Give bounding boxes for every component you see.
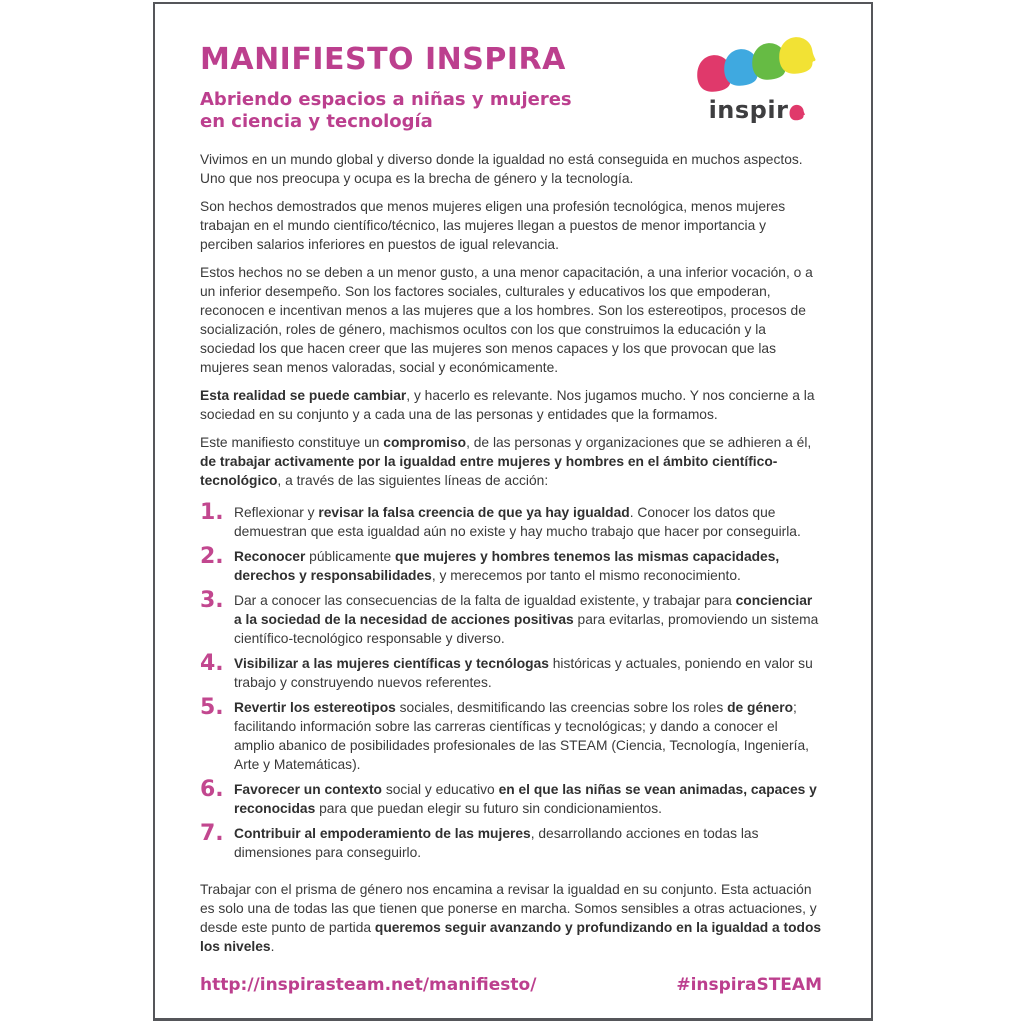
item-text: Dar a conocer las consecuencias de la falta de igualdad existente, y trabajar para concienciar a la sociedad de la necesidad de acciones positivas para evitarlas, promoviendo un sistema científico-tecnológico responsable y diverso. xyxy=(234,592,819,646)
list-item xyxy=(200,543,822,585)
action-lines-list xyxy=(200,499,822,862)
list-item xyxy=(200,650,822,692)
yellow-head-icon xyxy=(779,37,815,74)
item-number: 4. xyxy=(200,650,224,676)
item-number: 7. xyxy=(200,820,224,846)
page-content xyxy=(155,4,871,995)
logo-wordmark-text: inspir xyxy=(708,96,789,124)
inspira-logo xyxy=(696,36,818,122)
page-title: MANIFIESTO INSPIRA xyxy=(200,42,566,77)
item-number: 1. xyxy=(200,499,224,525)
document-page xyxy=(153,2,873,1021)
header xyxy=(200,34,822,134)
list-item xyxy=(200,694,822,774)
item-text: Visibilizar a las mujeres científicas y tecnólogas históricas y actuales, poniendo en valor su trabajo y construyendo nuevos referentes. xyxy=(234,655,813,690)
item-text: Favorecer un contexto social y educativo en el que las niñas se vean animadas, capaces y reconocidas para que puedan elegir su futuro sin condicionamientos. xyxy=(234,781,817,816)
body-text xyxy=(200,150,822,995)
paragraph-2: Son hechos demostrados que menos mujeres eligen una profesión tecnológica, menos mujeres trabajan en el mundo científico/técnico, las mujeres llegan a puestos de menor importancia y perciben salarios inferiores en puestos de igual relevancia. xyxy=(200,198,786,252)
list-item xyxy=(200,499,822,541)
item-number: 2. xyxy=(200,543,224,569)
item-text: Reconocer públicamente que mujeres y hombres tenemos las mismas capacidades, derechos y responsabilidades, y merecemos por tanto el mismo reconocimiento. xyxy=(234,548,780,583)
subtitle-line-1: Abriendo espacios a niñas y mujeres xyxy=(200,88,572,110)
page-subtitle xyxy=(200,89,572,134)
logo-heads-icon xyxy=(696,36,818,94)
hashtag-label: #inspiraSTEAM xyxy=(676,974,822,995)
manifesto-url-link[interactable]: http://inspirasteam.net/manifiesto/ xyxy=(200,974,537,995)
item-number: 5. xyxy=(200,694,224,720)
footer xyxy=(200,976,822,995)
paragraph-1: Vivimos en un mundo global y diverso donde la igualdad no está conseguida en muchos aspectos. Uno que nos preocupa y ocupa es la brecha de género y la tecnología. xyxy=(200,151,803,186)
paragraph-4: Esta realidad se puede cambiar, y hacerlo es relevante. Nos jugamos mucho. Y nos concierne a la sociedad en su conjunto y a cada una de las personas y entidades que la formamos. xyxy=(200,387,815,422)
subtitle-line-2: en ciencia y tecnología xyxy=(200,111,433,132)
item-number: 6. xyxy=(200,776,224,802)
closing-paragraph: Trabajar con el prisma de género nos encamina a revisar la igualdad en su conjunto. Esta actuación es solo una de todas las que tienen que ponerse en marcha. Somos sensibles a otras actuaciones, y desde este punto de partida queremos seguir avanzando y profundizando en la igualdad a todos los niveles. xyxy=(200,881,822,954)
logo-a-blob-icon xyxy=(789,104,805,121)
paragraph-3: Estos hechos no se deben a un menor gusto, a una menor capacitación, a una inferior vocación, o a un inferior desempeño. Son los factores sociales, culturales y educativos los que empoderan, reconocen e incentivan menos a las mujeres que a los hombres. Son los estereotipos, procesos de socialización, roles de género, machismos ocultos con los que construimos la educación y la sociedad los que hacen creer que las mujeres son menos capaces y los que provocan que las mujeres sean menos valoradas, social y económicamente. xyxy=(200,264,813,375)
item-text: Reflexionar y revisar la falsa creencia de que ya hay igualdad. Conocer los datos que demuestran que esta igualdad aún no existe y hay mucho trabajo que hacer por conseguirla. xyxy=(234,504,801,539)
header-titles xyxy=(200,34,572,134)
list-item xyxy=(200,776,822,818)
logo-wordmark xyxy=(709,98,806,122)
list-item xyxy=(200,587,822,648)
item-number: 3. xyxy=(200,587,224,613)
item-text: Revertir los estereotipos sociales, desmitificando las creencias sobre los roles de género; facilitando información sobre las carreras científicas y tecnológicas; y dando a conocer el amplio abanico de posibilidades profesionales de las STEAM (Ciencia, Tecnología, Ingeniería, Arte y Matemáticas). xyxy=(234,699,809,772)
list-item xyxy=(200,820,822,862)
paragraph-5: Este manifiesto constituye un compromiso, de las personas y organizaciones que se adhieren a él, de trabajar activamente por la igualdad entre mujeres y hombres en el ámbito científico-tecnológico, a través de las siguientes líneas de acción: xyxy=(200,434,812,488)
item-text: Contribuir al empoderamiento de las mujeres, desarrollando acciones en todas las dimensiones para conseguirlo. xyxy=(234,825,759,860)
